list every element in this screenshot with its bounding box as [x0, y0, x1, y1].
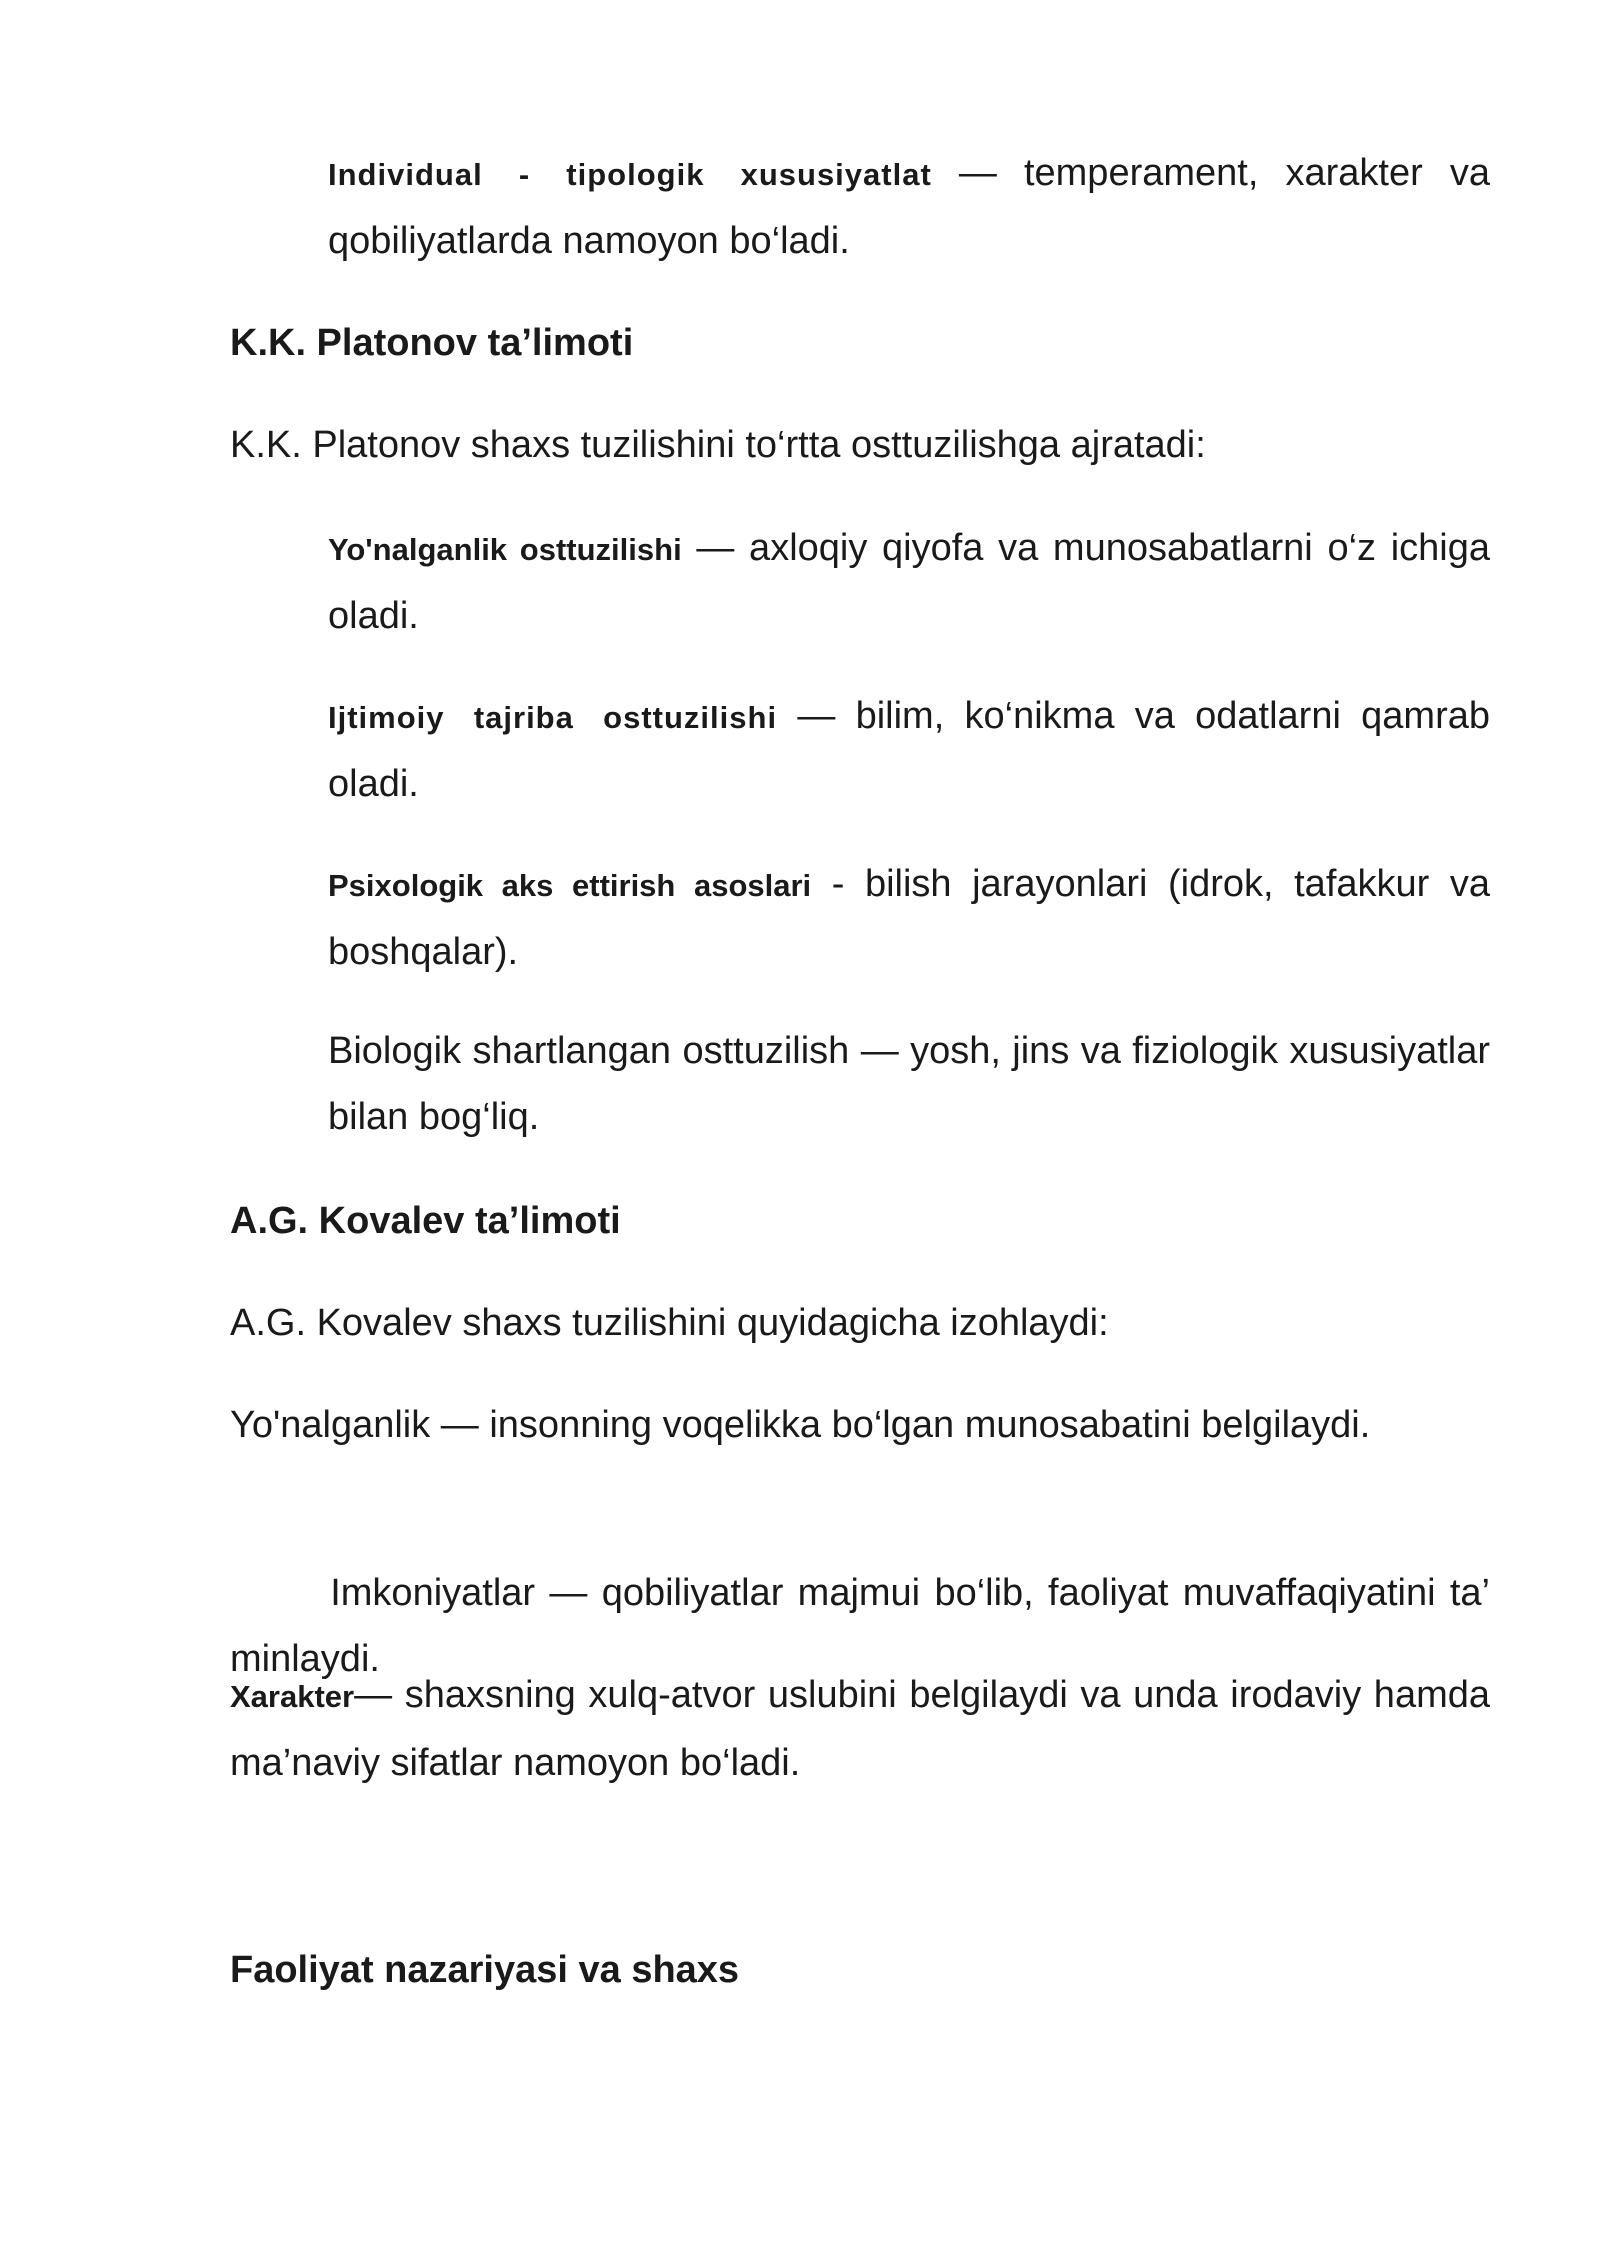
item-body-text: — bilim, ko‘nikma va odatlarni qamrab oladi.: [328, 695, 1490, 805]
item-body-text: Yo'nalganlik — insonning voqelikka bo‘lgan munosabatini belgilaydi.: [230, 1404, 1371, 1446]
section-heading-platonov: [230, 310, 1490, 376]
intro-text: A.G. Kovalev shaxs tuzilishini quyidagicha izohlaydi:: [230, 1302, 1109, 1344]
section-heading-kovalev: [230, 1188, 1490, 1254]
platonov-intro: [230, 412, 1490, 478]
item-body-text: — axloqiy qiyofa va munosabatlarni o‘z ichiga oladi.: [328, 527, 1490, 637]
kovalev-item-3: [230, 1662, 1490, 1796]
item-lead-term: Psixologik aks ettirish asoslari: [328, 868, 812, 903]
platonov-item-1: [328, 515, 1490, 649]
paragraph-lead-term: Individual - tipologik xususiyatlat: [328, 157, 932, 192]
item-body-text: - bilish jarayonlari (idrok, tafakkur va boshqalar).: [328, 863, 1490, 973]
kovalev-item-1: [230, 1392, 1490, 1458]
intro-text: K.K. Platonov shaxs tuzilishini to‘rtta osttuzilishga ajratadi:: [230, 424, 1206, 466]
item-body-text: — shaxsning xulq-atvor uslubini belgilaydi va unda irodaviy hamda ma’naviy sifatlar namoyon bo‘ladi.: [230, 1674, 1490, 1784]
individual-typological-paragraph: [328, 140, 1490, 274]
platonov-item-4: [328, 1018, 1490, 1150]
platonov-item-2: [328, 683, 1490, 817]
item-lead-term: Xarakter: [230, 1679, 355, 1714]
item-body-text: Biologik shartlangan osttuzilish — yosh, jins va fiziologik xususiyatlar bilan bog‘liq.: [328, 1030, 1490, 1138]
paragraph-body-text: — temperament, xarakter va qobiliyatlarda namoyon bo‘ladi.: [328, 152, 1490, 262]
item-body-text: Imkoniyatlar — qobiliyatlar majmui bo‘lib, faoliyat muvaffaqiyatini ta’ minlaydi.: [230, 1572, 1501, 1680]
section-heading-activity-theory: [230, 1937, 1490, 2003]
kovalev-intro: [230, 1290, 1490, 1356]
section-heading: K.K. Platonov ta’limoti: [230, 322, 634, 364]
section-heading: Faoliyat nazariyasi va shaxs: [230, 1949, 740, 1991]
section-heading: A.G. Kovalev ta’limoti: [230, 1200, 621, 1242]
item-lead-term: Yo'nalganlik osttuzilishi: [328, 532, 682, 567]
item-lead-term: Ijtimoiy tajriba osttuzilishi: [328, 700, 778, 735]
platonov-item-3: [328, 851, 1490, 985]
